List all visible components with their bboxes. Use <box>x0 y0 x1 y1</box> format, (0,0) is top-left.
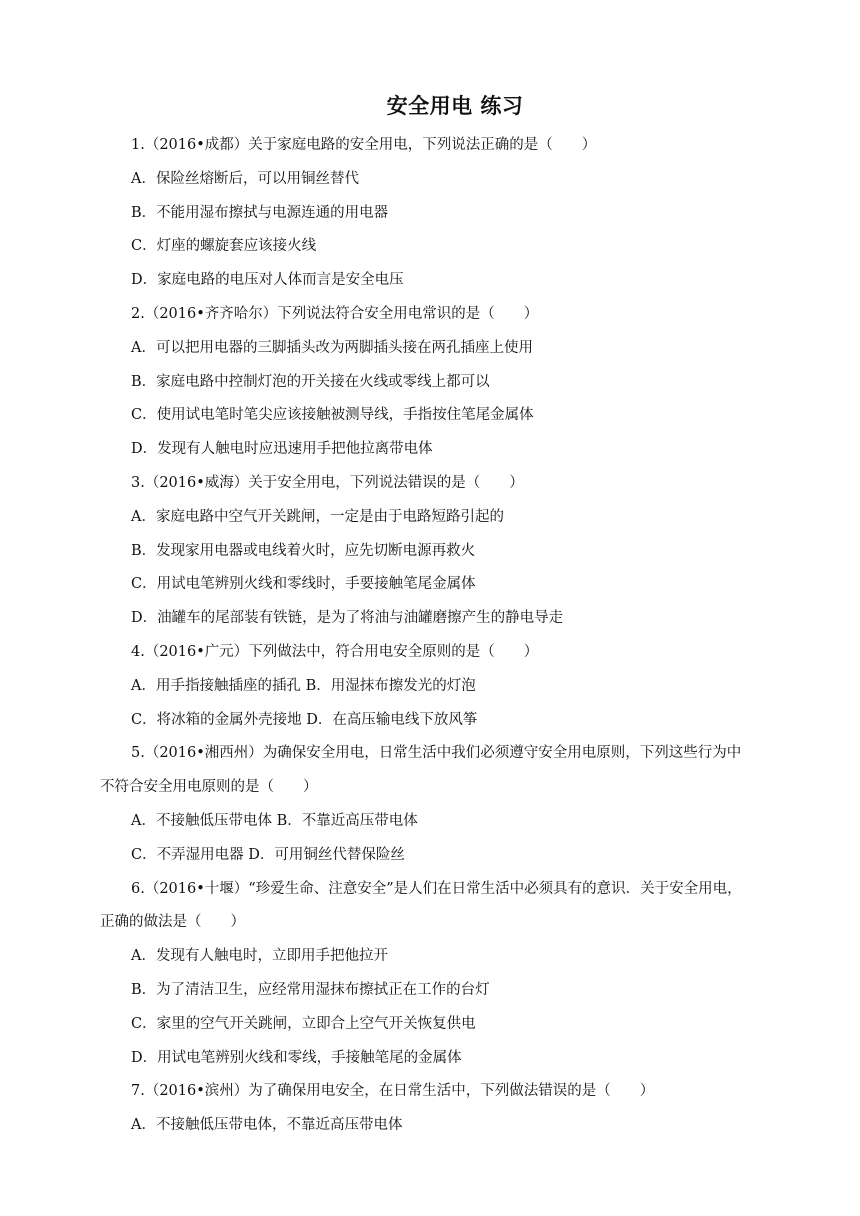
option-a: A．发现有人触电时，立即用手把他拉开 <box>131 948 388 965</box>
question-3 <box>100 467 770 636</box>
option-a: A．可以把用电器的三脚插头改为两脚插头接在两孔插座上使用 <box>131 339 533 356</box>
question-stem: 2.（2016•齐齐哈尔）下列说法符合安全用电常识的是（ ） <box>131 305 539 322</box>
question-stem-continued: 不符合安全用电原则的是（ ） <box>100 779 318 796</box>
question-stem-continued: 正确的做法是（ ） <box>100 914 245 931</box>
question-7 <box>100 1075 770 1143</box>
question-stem: 6.（2016•十堰）“珍爱生命、注意安全”是人们在日常生活中必须具有的意识．关于安全用电， <box>131 880 742 897</box>
option-cd: C．不弄湿用电器 D．可用铜丝代替保险丝 <box>131 846 405 863</box>
question-stem: 7.（2016•滨州）为了确保用电安全，在日常生活中，下列做法错误的是（ ） <box>131 1083 655 1100</box>
option-cd: C．将冰箱的金属外壳接地 D．在高压输电线下放风筝 <box>131 711 478 728</box>
page-title: 安全用电 练习 <box>386 94 524 118</box>
option-d: D．发现有人触电时应迅速用手把他拉离带电体 <box>131 441 433 458</box>
question-2 <box>100 298 770 467</box>
option-b: B．不能用湿布擦拭与电源连通的用电器 <box>131 204 389 221</box>
option-c: C．家里的空气开关跳闸，立即合上空气开关恢复供电 <box>131 1015 476 1032</box>
option-b: B．家庭电路中控制灯泡的开关接在火线或零线上都可以 <box>131 373 490 390</box>
question-5 <box>100 737 770 872</box>
question-stem: 5.（2016•湘西州）为确保安全用电，日常生活中我们必须遵守安全用电原则，下列这些行为中 <box>131 745 742 762</box>
question-stem: 1.（2016•成都）关于家庭电路的安全用电，下列说法正确的是（ ） <box>131 137 597 153</box>
option-b: B．为了清洁卫生，应经常用湿抹布擦拭正在工作的台灯 <box>131 981 490 998</box>
question-1 <box>100 129 770 298</box>
option-a: A．家庭电路中空气开关跳闸，一定是由于电路短路引起的 <box>131 508 504 525</box>
option-ab: A．不接触低压带电体 B．不靠近高压带电体 <box>131 812 418 829</box>
option-c: C．灯座的螺旋套应该接火线 <box>131 238 317 255</box>
option-c: C．使用试电笔时笔尖应该接触被测导线，手指按住笔尾金属体 <box>131 407 534 424</box>
option-d: D．油罐车的尾部装有铁链，是为了将油与油罐磨擦产生的静电导走 <box>131 610 564 627</box>
question-4 <box>100 636 770 737</box>
question-stem: 3.（2016•威海）关于安全用电，下列说法错误的是（ ） <box>131 474 524 491</box>
question-list <box>100 129 770 1143</box>
option-ab: A．用手指接触插座的插孔 B．用湿抹布擦发光的灯泡 <box>131 677 476 694</box>
question-stem: 4.（2016•广元）下列做法中，符合用电安全原则的是（ ） <box>131 643 539 660</box>
option-c: C．用试电笔辨别火线和零线时，手要接触笔尾金属体 <box>131 576 476 593</box>
question-6 <box>100 873 770 1076</box>
option-a: A．不接触低压带电体，不靠近高压带电体 <box>131 1117 403 1134</box>
option-d: D．用试电笔辨别火线和零线，手接触笔尾的金属体 <box>131 1049 462 1066</box>
option-a: A．保险丝熔断后，可以用铜丝替代 <box>131 170 359 187</box>
option-d: D．家庭电路的电压对人体而言是安全电压 <box>131 272 404 289</box>
option-b: B．发现家用电器或电线着火时，应先切断电源再救火 <box>131 542 476 559</box>
